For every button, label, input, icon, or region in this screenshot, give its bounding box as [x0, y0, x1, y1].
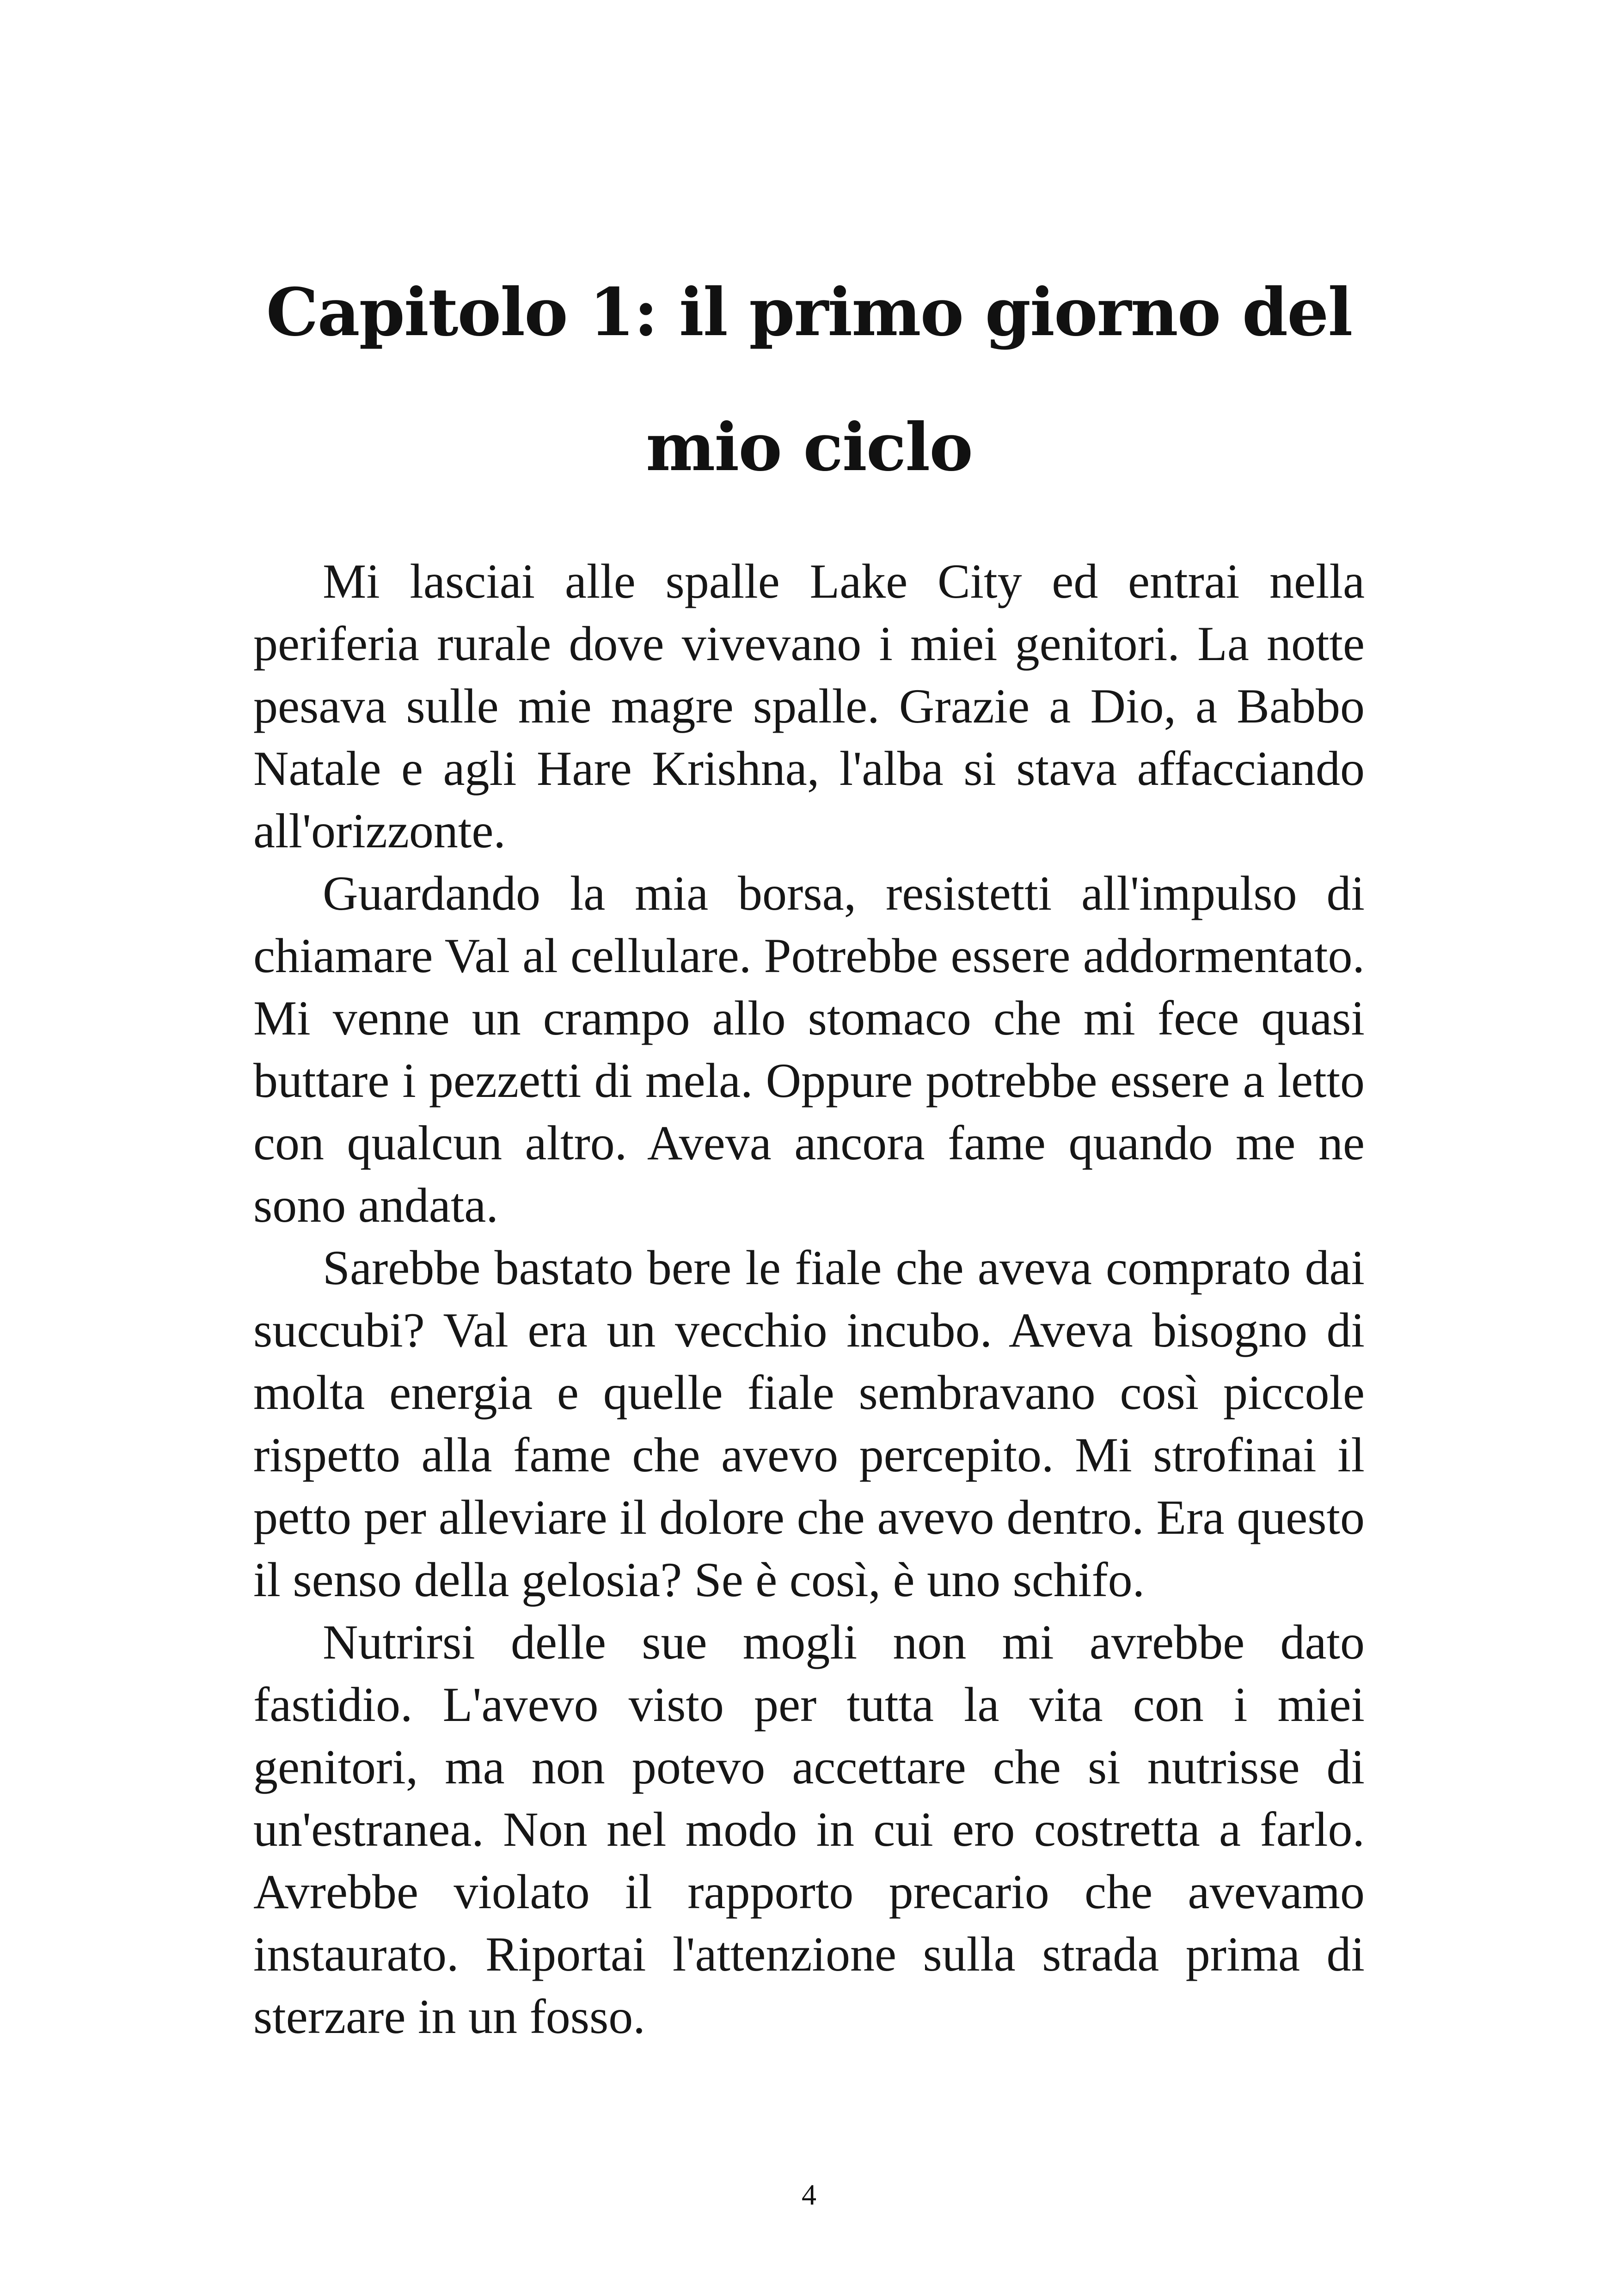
paragraph: Sarebbe bastato bere le fiale che aveva comprato dai succubi? Val era un vecchio incubo. Aveva bisogno di molta energia e quelle fiale sembravano così piccole rispetto alla fame che avevo percepito. Mi strofinai il petto per alleviare il dolore che avevo dentro. Era questo il senso della gelosia? Se è così, è uno schifo. — [253, 1241, 1365, 1607]
chapter-body — [253, 550, 1365, 2048]
paragraph: Guardando la mia borsa, resistetti all'impulso di chiamare Val al cellulare. Potrebbe essere addormentato. Mi venne un crampo allo stomaco che mi fece quasi buttare i pezzetti di mela. Oppure potrebbe essere a letto con qualcun altro. Aveva ancora fame quando me ne sono andata. — [253, 866, 1365, 1232]
paragraph: Mi lasciai alle spalle Lake City ed entrai nella periferia rurale dove vivevano i miei genitori. La notte pesava sulle mie magre spalle. Grazie a Dio, a Babbo Natale e agli Hare Krishna, l'alba si stava affacciando all'orizzonte. — [253, 554, 1365, 858]
page-number: 4 — [802, 2178, 816, 2211]
paragraph: Nutrirsi delle sue mogli non mi avrebbe dato fastidio. L'avevo visto per tutta la vita con i miei genitori, ma non potevo accettare che si nutrisse di un'estranea. Non nel modo in cui ero costretta a farlo. Avrebbe violato il rapporto precario che avevamo instaurato. Riportai l'attenzione sulla strada prima di sterzare in un fosso. — [253, 1615, 1365, 2044]
chapter-title: Capitolo 1: il primo giorno del mio ciclo — [266, 274, 1352, 486]
